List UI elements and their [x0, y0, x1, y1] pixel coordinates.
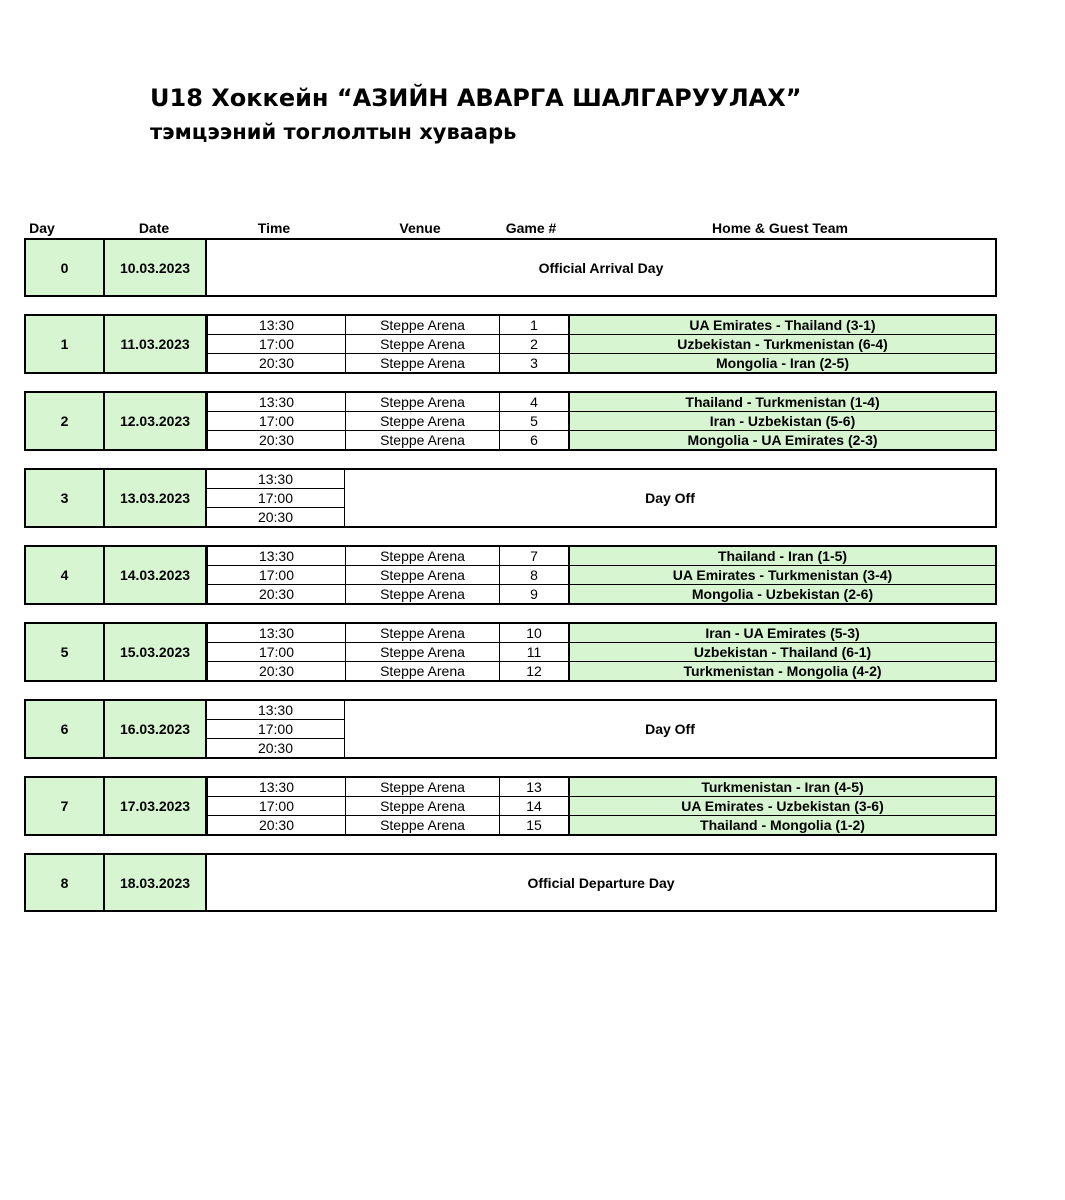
game-teams: Thailand - Mongolia (1-2) [570, 816, 995, 834]
header-game: Game # [505, 220, 557, 236]
day-number: 8 [26, 855, 105, 910]
game-number: 8 [500, 566, 570, 584]
page-title: U18 Хоккейн “АЗИЙН АВАРГА ШАЛГАРУУЛАХ” [150, 84, 802, 112]
day-date: 13.03.2023 [105, 470, 207, 526]
game-venue: Steppe Arena [346, 778, 500, 796]
header-venue: Venue [399, 220, 441, 236]
game-teams: Mongolia - UA Emirates (2-3) [570, 431, 995, 449]
game-number: 5 [500, 412, 570, 430]
day-number: 5 [26, 624, 105, 680]
day-block [24, 468, 997, 528]
off-time: 20:30 [207, 739, 345, 757]
game-venue: Steppe Arena [346, 335, 500, 353]
game-teams: UA Emirates - Uzbekistan (3-6) [570, 797, 995, 815]
game-row [207, 816, 995, 834]
day-off-label: Day Off [645, 490, 695, 506]
day-date: 11.03.2023 [105, 316, 207, 372]
game-row [207, 643, 995, 662]
game-row [207, 354, 995, 372]
game-row [207, 585, 995, 603]
game-number: 14 [500, 797, 570, 815]
game-number: 7 [500, 547, 570, 565]
game-number: 3 [500, 354, 570, 372]
game-row [207, 566, 995, 585]
day-number: 0 [26, 240, 105, 295]
game-number: 2 [500, 335, 570, 353]
game-time: 20:30 [207, 816, 346, 834]
game-time: 13:30 [207, 778, 346, 796]
game-venue: Steppe Arena [346, 797, 500, 815]
day-date: 14.03.2023 [105, 547, 207, 603]
off-time: 17:00 [207, 489, 345, 508]
game-number: 13 [500, 778, 570, 796]
day-number: 2 [26, 393, 105, 449]
day-number: 7 [26, 778, 105, 834]
day-off-label: Day Off [645, 721, 695, 737]
game-teams: Turkmenistan - Iran (4-5) [570, 778, 995, 796]
day-date: 10.03.2023 [105, 240, 207, 295]
game-teams: UA Emirates - Turkmenistan (3-4) [570, 566, 995, 584]
game-time: 20:30 [207, 662, 346, 680]
day-date: 18.03.2023 [105, 855, 207, 910]
game-teams: Mongolia - Uzbekistan (2-6) [570, 585, 995, 603]
game-time: 17:00 [207, 412, 346, 430]
day-block [24, 622, 997, 682]
game-row [207, 778, 995, 797]
game-venue: Steppe Arena [346, 566, 500, 584]
day-block [24, 776, 997, 836]
off-time: 20:30 [207, 508, 345, 526]
game-time: 20:30 [207, 585, 346, 603]
game-row [207, 547, 995, 566]
game-number: 6 [500, 431, 570, 449]
header-time: Time [257, 220, 291, 236]
game-row [207, 431, 995, 449]
arrival-message: Official Arrival Day [538, 259, 664, 276]
page-subtitle: тэмцээний тоглолтын хуваарь [150, 120, 517, 144]
game-row [207, 316, 995, 335]
game-teams: Mongolia - Iran (2-5) [570, 354, 995, 372]
day-number: 3 [26, 470, 105, 526]
game-teams: UA Emirates - Thailand (3-1) [570, 316, 995, 334]
game-row [207, 335, 995, 354]
game-row [207, 393, 995, 412]
game-venue: Steppe Arena [346, 816, 500, 834]
off-time: 13:30 [207, 701, 345, 720]
game-venue: Steppe Arena [346, 393, 500, 411]
game-time: 17:00 [207, 566, 346, 584]
day-number: 6 [26, 701, 105, 757]
game-venue: Steppe Arena [346, 643, 500, 661]
game-time: 20:30 [207, 431, 346, 449]
day-block [24, 545, 997, 605]
game-time: 13:30 [207, 547, 346, 565]
game-row [207, 797, 995, 816]
game-teams: Turkmenistan - Mongolia (4-2) [570, 662, 995, 680]
game-time: 13:30 [207, 624, 346, 642]
day-block [24, 314, 997, 374]
game-venue: Steppe Arena [346, 354, 500, 372]
off-time: 13:30 [207, 470, 345, 489]
game-number: 11 [500, 643, 570, 661]
header-date: Date [138, 220, 170, 236]
game-number: 10 [500, 624, 570, 642]
game-number: 9 [500, 585, 570, 603]
game-teams: Uzbekistan - Thailand (6-1) [570, 643, 995, 661]
day-block [24, 391, 997, 451]
game-teams: Iran - UA Emirates (5-3) [570, 624, 995, 642]
day-block [24, 238, 997, 297]
game-venue: Steppe Arena [346, 316, 500, 334]
game-teams: Thailand - Turkmenistan (1-4) [570, 393, 995, 411]
game-number: 12 [500, 662, 570, 680]
game-number: 4 [500, 393, 570, 411]
game-venue: Steppe Arena [346, 662, 500, 680]
game-venue: Steppe Arena [346, 431, 500, 449]
day-number: 4 [26, 547, 105, 603]
game-teams: Uzbekistan - Turkmenistan (6-4) [570, 335, 995, 353]
game-number: 15 [500, 816, 570, 834]
day-date: 16.03.2023 [105, 701, 207, 757]
game-row [207, 662, 995, 680]
game-time: 17:00 [207, 335, 346, 353]
game-teams: Iran - Uzbekistan (5-6) [570, 412, 995, 430]
game-row [207, 624, 995, 643]
game-time: 17:00 [207, 643, 346, 661]
game-row [207, 412, 995, 431]
day-date: 15.03.2023 [105, 624, 207, 680]
game-venue: Steppe Arena [346, 585, 500, 603]
day-block [24, 853, 997, 912]
departure-message: Official Departure Day [527, 874, 675, 891]
header-day: Day [29, 220, 55, 236]
game-teams: Thailand - Iran (1-5) [570, 547, 995, 565]
game-time: 13:30 [207, 316, 346, 334]
off-time: 17:00 [207, 720, 345, 739]
day-date: 17.03.2023 [105, 778, 207, 834]
day-block [24, 699, 997, 759]
game-venue: Steppe Arena [346, 412, 500, 430]
game-time: 13:30 [207, 393, 346, 411]
game-time: 17:00 [207, 797, 346, 815]
game-time: 20:30 [207, 354, 346, 372]
day-number: 1 [26, 316, 105, 372]
header-teams: Home & Guest Team [712, 220, 848, 236]
game-venue: Steppe Arena [346, 624, 500, 642]
day-date: 12.03.2023 [105, 393, 207, 449]
game-venue: Steppe Arena [346, 547, 500, 565]
game-number: 1 [500, 316, 570, 334]
